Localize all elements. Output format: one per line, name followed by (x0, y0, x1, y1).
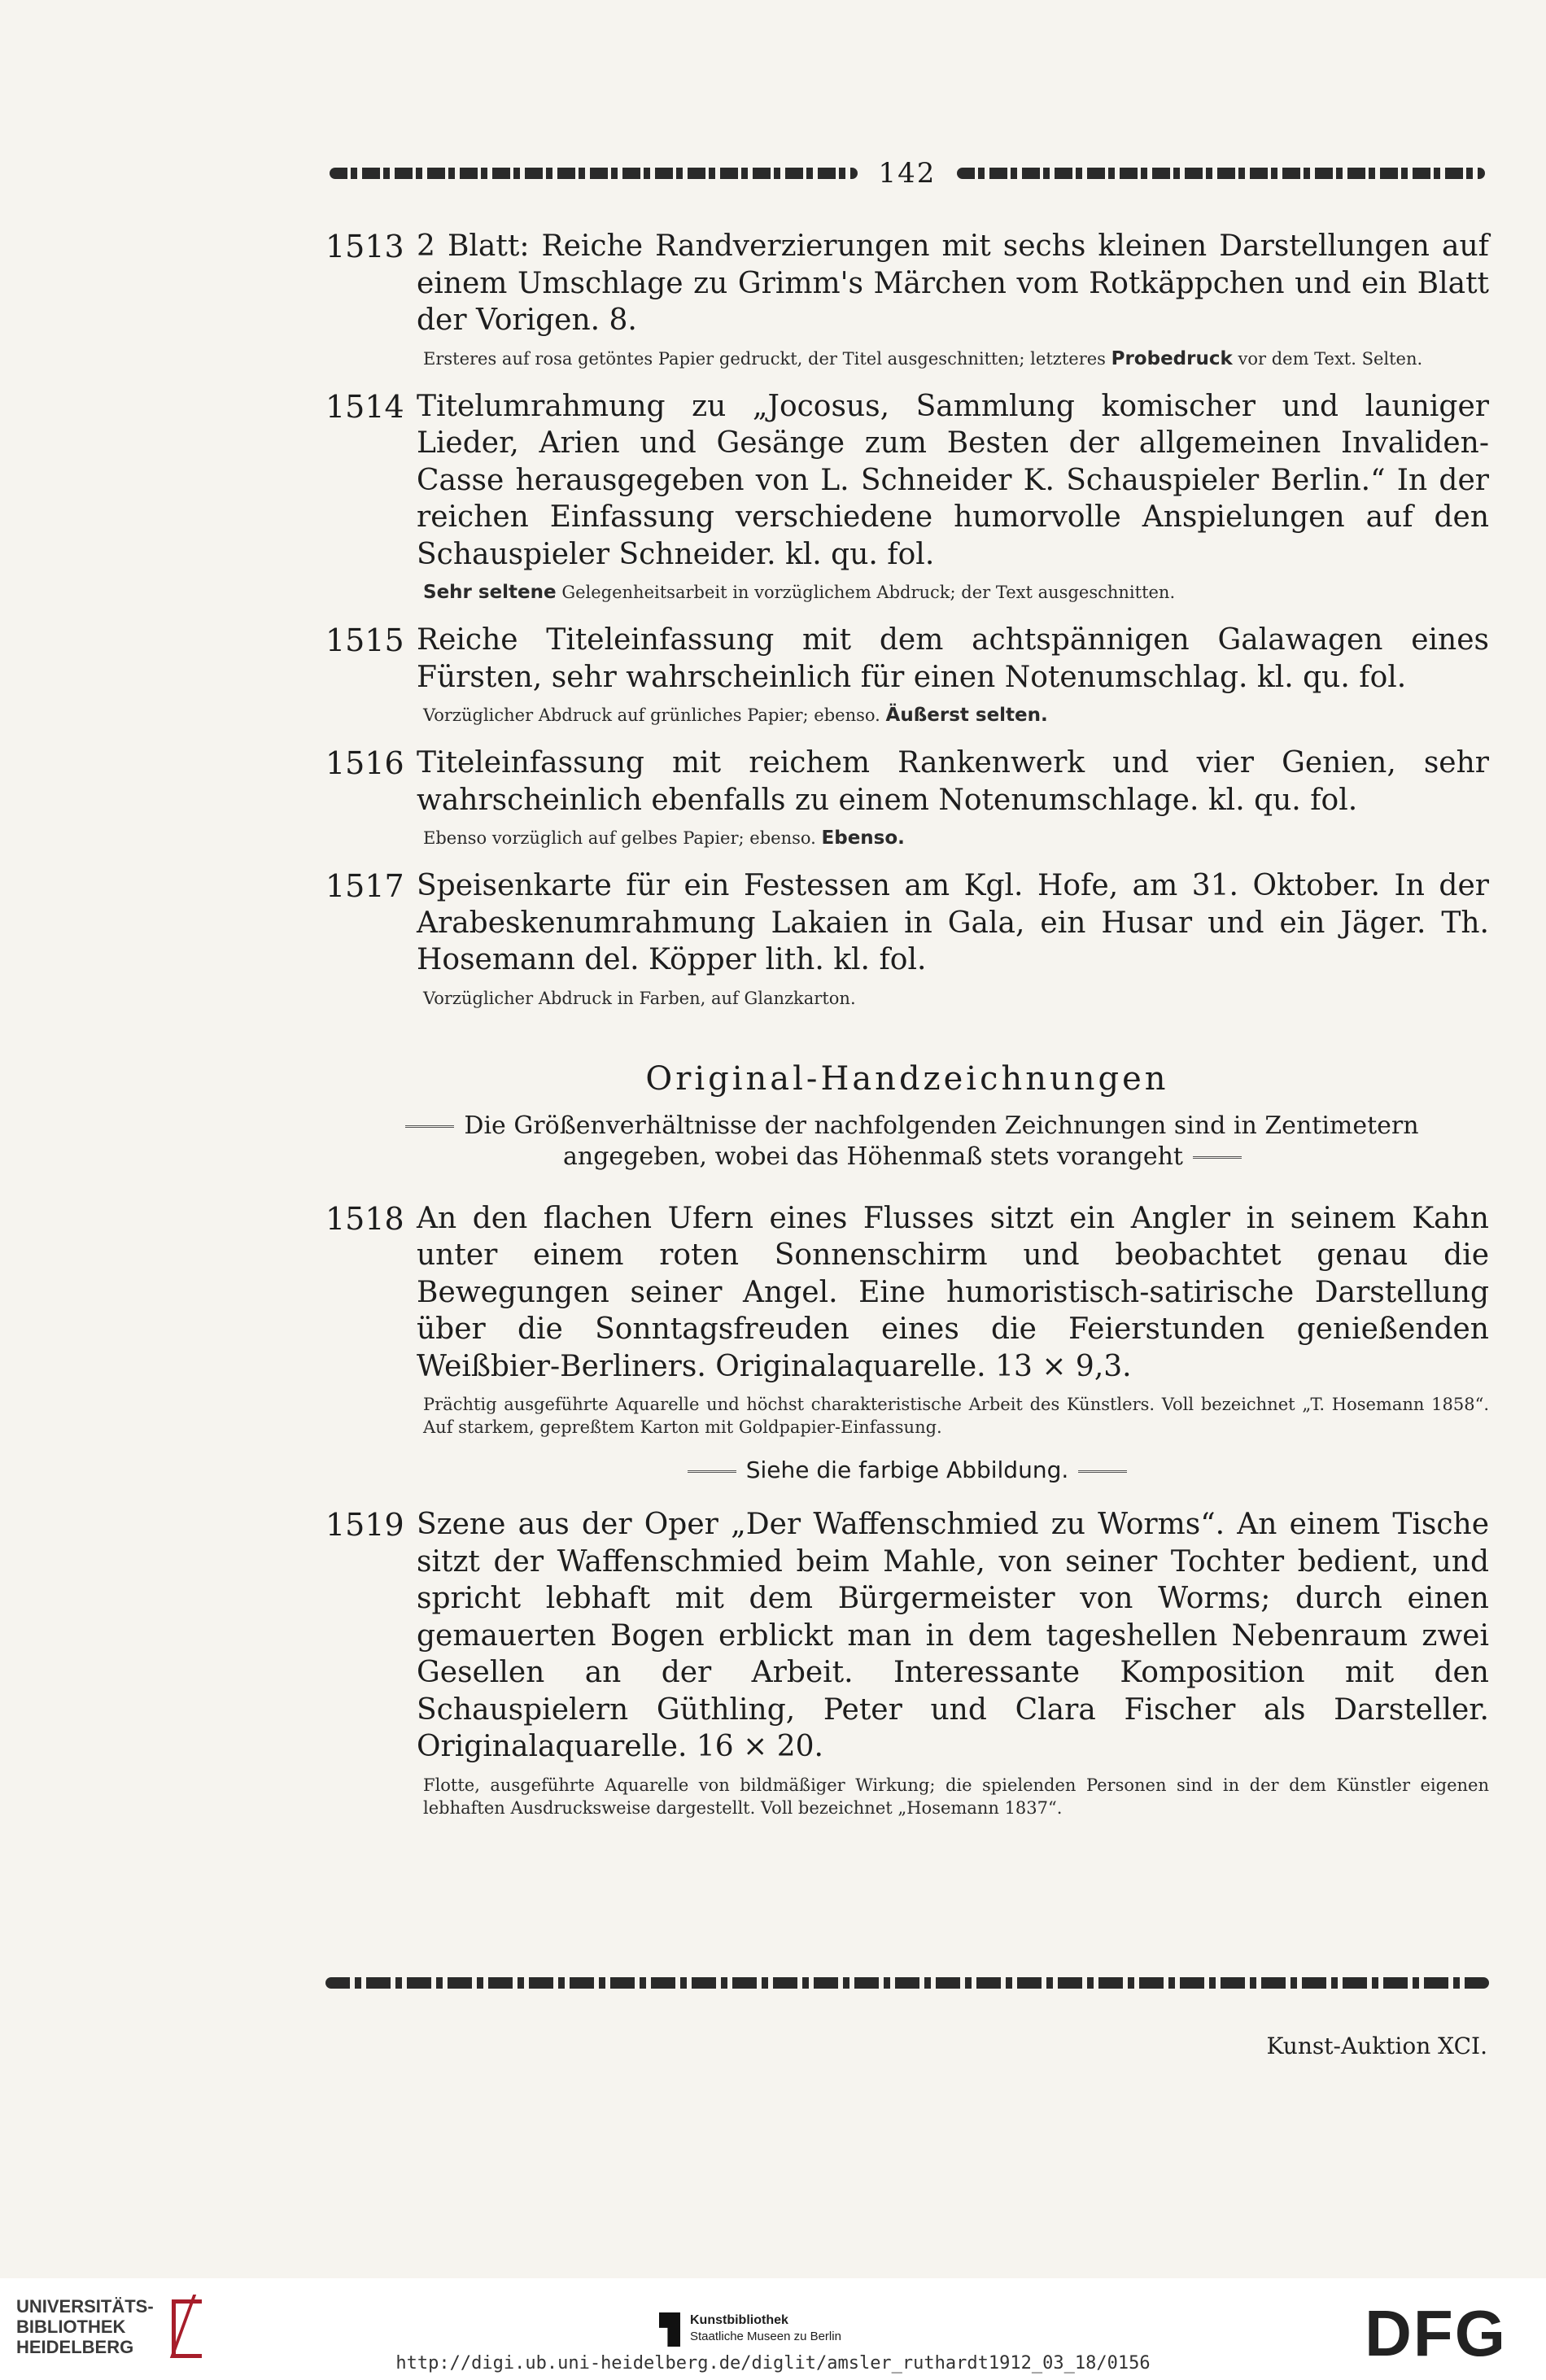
page-number: 142 (878, 157, 937, 190)
catalog-content (325, 228, 1489, 1837)
entry-note: Ebenso vorzüglich auf gelbes Papier; ebenso. Ebenso. (423, 828, 905, 849)
entry-number: 1514 (325, 388, 404, 425)
entry-text: An den flachen Ufern eines Flusses sitzt ein Angler in seinem Kahn unter einem roten Sonnenschirm und beobachtet genau die Bewegungen seiner Angel. Eine humoristisch-satirische Darstellung über die Sonntagsfreuden eines die Feierstunden genießenden Weißbier-Berliners. Originalaquarelle. 13 × 9,3. (417, 1201, 1489, 1383)
entry-number: 1518 (325, 1200, 404, 1237)
entry-text: Reiche Titeleinfassung mit dem achtspännigen Galawagen eines Fürsten, sehr wahrscheinlich für einen Notenumschlag. kl. qu. fol. (417, 623, 1489, 694)
viewer-footer (0, 2278, 1546, 2380)
catalog-mark: Kunst-Auktion XCI. (1266, 2033, 1487, 2059)
entry-number: 1516 (325, 745, 404, 781)
entry-note: Sehr seltene Gelegenheitsarbeit in vorzüglichem Abdruck; der Text ausgeschnitten. (423, 582, 1176, 603)
entry-text: Titelumrahmung zu „Jocosus, Sammlung komischer und launiger Lieder, Arien und Gesänge zum Besten der allgemeinen Invaliden-Casse herausgegeben von L. Schneider K. Schauspieler Berlin.“ In der reichen Einfassung verschiedene humorvolle Anspielungen auf den Schauspieler Schneider. kl. qu. fol. (417, 389, 1489, 571)
kunstbibliothek-logo[interactable]: Kunstbibliothek Staatliche Museen zu Berlin (659, 2312, 841, 2347)
entry-note: Vorzüglicher Abdruck in Farben, auf Glanzkarton. (423, 988, 856, 1008)
ub-logo-icon (165, 2295, 212, 2358)
entry-number: 1519 (325, 1507, 404, 1543)
header-ornament-left (330, 168, 858, 179)
catalog-entry-1513 (325, 228, 1489, 370)
entry-number: 1517 (325, 868, 404, 904)
section-subtitle: Die Größenverhältnisse der nachfolgenden Zeichnungen sind in Zentimetern angegeben, wobei das Höhenmaß stets vorangeht (325, 1111, 1489, 1173)
rule-right (1193, 1156, 1242, 1159)
rule-left (405, 1125, 454, 1128)
kunstbibliothek-icon (659, 2312, 680, 2347)
section-title: Original-Handzeichnungen (645, 1059, 1169, 1098)
entry-text: Szene aus der Oper „Der Waffenschmied zu Worms“. An einem Tische sitzt der Waffenschmied beim Mahle, von seiner Tochter bedient, und spricht lebhaft mit dem Bürgermeister von Worms; durch einen gemauerten Bogen erblickt man in dem tageshellen Nebenraum zwei Gesellen an der Arbeit. Interessante Komposition mit den Schauspielern Güthling, Peter und Clara Fischer als Darsteller. Originalaquarelle. 16 × 20. (417, 1508, 1489, 1763)
entry-text: Titeleinfassung mit reichem Rankenwerk und vier Genien, sehr wahrscheinlich ebenfalls zu einem Notenumschlage. kl. qu. fol. (417, 746, 1489, 817)
page-header (330, 153, 1485, 194)
entry-note: Ersteres auf rosa getöntes Papier gedruckt, der Titel ausgeschnitten; letzteres Probedruck vor dem Text. Selten. (423, 347, 1423, 369)
entry-number: 1513 (325, 229, 404, 264)
permalink-url[interactable]: http://digi.ub.uni-heidelberg.de/diglit/amsler_ruthardt1912_03_18/0156 (395, 2353, 1151, 2373)
see-also-note: Siehe die farbige Abbildung. (325, 1456, 1489, 1483)
catalog-entry-1514 (325, 388, 1489, 605)
entry-number: 1515 (325, 622, 404, 658)
entry-text: Speisenkarte für ein Festessen am Kgl. Hofe, am 31. Oktober. In der Arabeskenumrahmung Lakaien in Gala, ein Husar und ein Jäger. Th. Hosemann del. Köpper lith. kl. fol. (417, 869, 1489, 976)
catalog-entry-1516 (325, 745, 1489, 849)
ub-heidelberg-logo[interactable]: UNIVERSITÄTS- BIBLIOTHEK HEIDELBERG (16, 2295, 212, 2358)
entry-note: Prächtig ausgeführte Aquarelle und höchst charakteristische Arbeit des Künstlers. Voll bezeichnet „T. Hosemann 1858“. Auf starkem, gepreßtem Karton mit Goldpapier-Einfassung. (423, 1395, 1489, 1437)
catalog-entry-1517 (325, 867, 1489, 1010)
footer-ornament (325, 1977, 1489, 1989)
dfg-logo[interactable]: DFG (1365, 2297, 1507, 2369)
catalog-entry-1518 (325, 1200, 1489, 1439)
entry-note: Flotte, ausgeführte Aquarelle von bildmäßiger Wirkung; die spielenden Personen sind in der dem Künstler eigenen lebhaften Ausdrucksweise dargestellt. Voll bezeichnet „Hosemann 1837“. (423, 1775, 1489, 1818)
entry-text: 2 Blatt: Reiche Randverzierungen mit sechs kleinen Darstellungen auf einem Umschlage zu Grimm's Märchen vom Rotkäppchen und ein Blatt der Vorigen. 8. (417, 229, 1489, 337)
catalog-entry-1519 (325, 1506, 1489, 1819)
header-ornament-right (957, 168, 1485, 179)
entry-note: Vorzüglicher Abdruck auf grünliches Papier; ebenso. Äußerst selten. (423, 705, 1048, 726)
catalog-entry-1515 (325, 622, 1489, 727)
entries-top (325, 228, 1489, 1010)
